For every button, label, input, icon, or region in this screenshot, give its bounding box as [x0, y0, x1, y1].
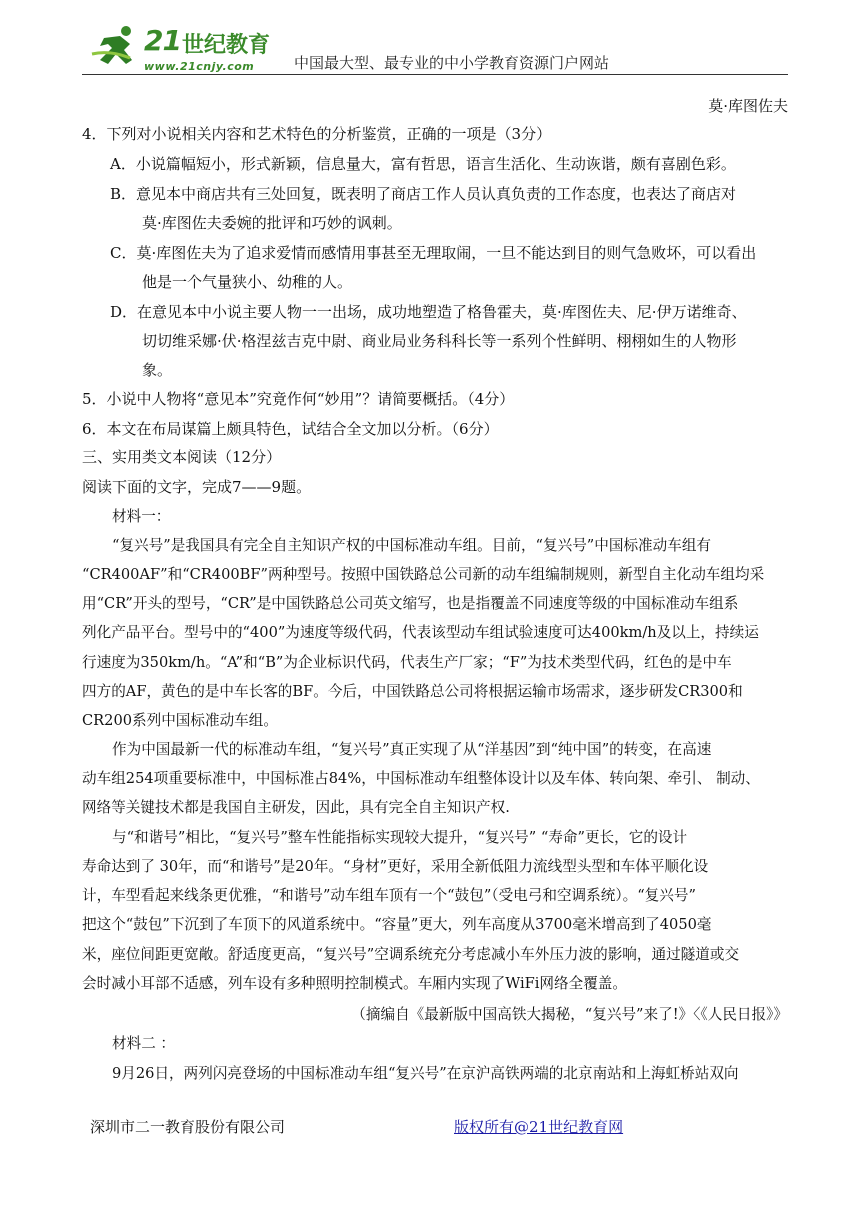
logo-url: www.21cnjy.com: [144, 60, 255, 73]
material-1-p3-line: 寿命达到了 30年，而“和谐号”是20年。“身材”更好，采用全新低阻力流线型头型和车体平顺化设: [82, 858, 709, 875]
site-logo[interactable]: [82, 18, 292, 74]
question-4-option-c: C．莫·库图佐夫为了追求爱情而感情用事甚至无理取闹，一旦不能达到目的则气急败坏，可以看出: [110, 244, 757, 262]
material-1-p1-line: “复兴号”是我国具有完全自主知识产权的中国标准动车组。目前，“复兴号”中国标准动车组有: [112, 537, 712, 554]
question-4-option-d: D．在意见本中小说主要人物一一出场，成功地塑造了格鲁霍夫，莫·库图佐夫、尼·伊万诺维奇、: [110, 303, 747, 321]
material-1-p3-line: 米，座位间距更宽敞。舒适度更高，“复兴号”空调系统充分考虑减小车外压力波的影响，通过隧道或交: [82, 946, 740, 963]
material-1-p3-line: 计，车型看起来线条更优雅，“和谐号”动车组车顶有一个“鼓包”（受电弓和空调系统）。“复兴号”: [82, 887, 696, 904]
material-2-label: 材料二 ：: [112, 1035, 176, 1052]
material-1-p1-line: 行速度为350km/h。“A”和“B”为企业标识代码，代表生产厂家；“F”为技术类型代码，红色的是中车: [82, 654, 732, 671]
header-divider: [82, 74, 788, 75]
material-1-p3-line: 与“和谐号”相比，“复兴号”整车性能指标实现较大提升，“复兴号” “寿命”更长，它的设计: [112, 829, 688, 846]
question-5: 5．小说中人物将“意见本”究竟作何“妙用”？请简要概括。（4分）: [82, 390, 515, 408]
material-1-source: （摘编自《最新版中国高铁大揭秘，“复兴号”来了!》〈《人民日报》》: [351, 1006, 788, 1023]
question-4: 4．下列对小说相关内容和艺术特色的分析鉴赏，正确的一项是（3分）: [82, 125, 552, 143]
material-1-p1-line: 用“CR”开头的型号，“CR”是中国铁路总公司英文缩写，也是指覆盖不同速度等级的中国标准动车组系: [82, 595, 739, 612]
material-1-p2-line: 作为中国最新一代的标准动车组，“复兴号”真正实现了从“洋基因”到“纯中国”的转变，在高速: [112, 741, 712, 758]
material-1-p1-line: “CR400AF”和“CR400BF”两种型号。按照中国铁路总公司新的动车组编制规则，新型自主化动车组均采: [82, 566, 765, 583]
question-4-option-d-cont2: 象。: [142, 361, 173, 379]
question-6: 6．本文在布局谋篇上颇具特色，试结合全文加以分析。（6分）: [82, 420, 499, 438]
runner-logo-icon: [90, 24, 146, 70]
question-4-option-d-cont: 切切维采娜·伏·格涅兹吉克中尉、商业局业务科科长等一系列个性鲜明、栩栩如生的人物形: [142, 332, 737, 350]
material-1-p3-line: 把这个“鼓包”下沉到了车顶下的风道系统中。“容量”更大，列车高度从3700毫米增高到了4050毫: [82, 916, 712, 933]
logo-number: 21: [144, 24, 181, 57]
material-1-p3-line: 会时减小耳部不适感，列车设有多种照明控制模式。车厢内实现了WiFi网络全覆盖。: [82, 975, 627, 992]
material-2-p1-line: 9月26日，两列闪亮登场的中国标准动车组“复兴号”在京沪高铁两端的北京南站和上海虹桥站双向: [112, 1065, 739, 1082]
section-3-instruction: 阅读下面的文字，完成7——9题。: [82, 478, 312, 496]
section-3-title: 三、实用类文本阅读（12分）: [82, 448, 282, 466]
material-1-p1-line: 列化产品平台。型号中的“400”为速度等级代码，代表该型动车组试验速度可达400km/h及以上，持续运: [82, 624, 759, 641]
question-4-option-b-cont: 莫·库图佐夫委婉的批评和巧妙的讽刺。: [142, 214, 402, 232]
material-1-p2-line: 网络等关键技术都是我国自主研发，因此，具有完全自主知识产权.: [82, 799, 510, 816]
material-1-p2-line: 动车组254项重要标准中，中国标准占84%，中国标准动车组整体设计以及车体、转向架、牵引、 制动、: [82, 770, 760, 787]
copyright-link[interactable]: 版权所有@21世纪教育网: [454, 1118, 624, 1136]
question-4-option-a: A．小说篇幅短小，形式新颖，信息量大，富有哲思，语言生活化、生动诙谐，颇有喜剧色彩。: [110, 155, 736, 173]
footer-company: 深圳市二一教育股份有限公司: [90, 1118, 286, 1136]
site-tagline: 中国最大型、最专业的中小学教育资源门户网站: [294, 54, 610, 72]
material-1-p1-line: CR200系列中国标准动车组。: [82, 712, 278, 729]
material-1-p1-line: 四方的AF，黄色的是中车长客的BF。今后，中国铁路总公司将根据运输市场需求，逐步研发CR300和: [82, 683, 743, 700]
author-line: 莫·库图佐夫: [708, 97, 788, 115]
page-header: [82, 18, 788, 76]
logo-name: 世纪教育: [182, 33, 271, 58]
question-4-option-b: B．意见本中商店共有三处回复，既表明了商店工作人员认真负责的工作态度，也表达了商店对: [110, 185, 737, 203]
question-4-option-c-cont: 他是一个气量狭小、幼稚的人。: [142, 273, 353, 291]
material-1-label: 材料一：: [112, 508, 171, 525]
